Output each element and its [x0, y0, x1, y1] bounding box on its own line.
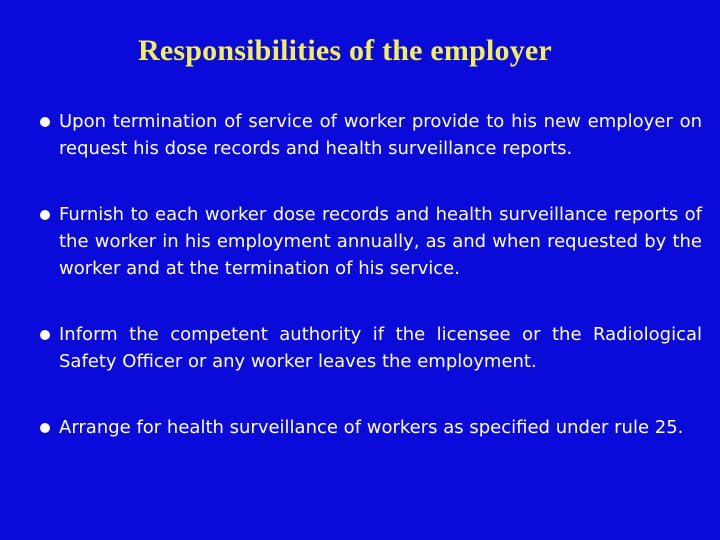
bullet-item: [36, 201, 702, 282]
bullet-text: Upon termination of service of worker provide to his new employer on request his dose records and health surveillance reports.: [59, 111, 702, 159]
bullet-item: [36, 108, 702, 162]
slide-title: Responsibilities of the employer: [138, 34, 552, 67]
bullet-text: Arrange for health surveillance of workers as specified under rule 25.: [59, 417, 684, 438]
bullet-dot-icon: [40, 330, 50, 340]
bullet-item: [36, 414, 702, 441]
bullet-text: Inform the competent authority if the licensee or the Radiological Safety Officer or any worker leaves the employment.: [59, 324, 702, 372]
bullet-text: Furnish to each worker dose records and health surveillance reports of the worker in his employment annually, as and when requested by the worker and at the termination of his service.: [59, 204, 702, 279]
bullet-dot-icon: [40, 210, 50, 220]
bullet-dot-icon: [40, 423, 50, 433]
bullet-item: [36, 321, 702, 375]
bullet-list: [36, 108, 702, 441]
bullet-dot-icon: [40, 117, 50, 127]
